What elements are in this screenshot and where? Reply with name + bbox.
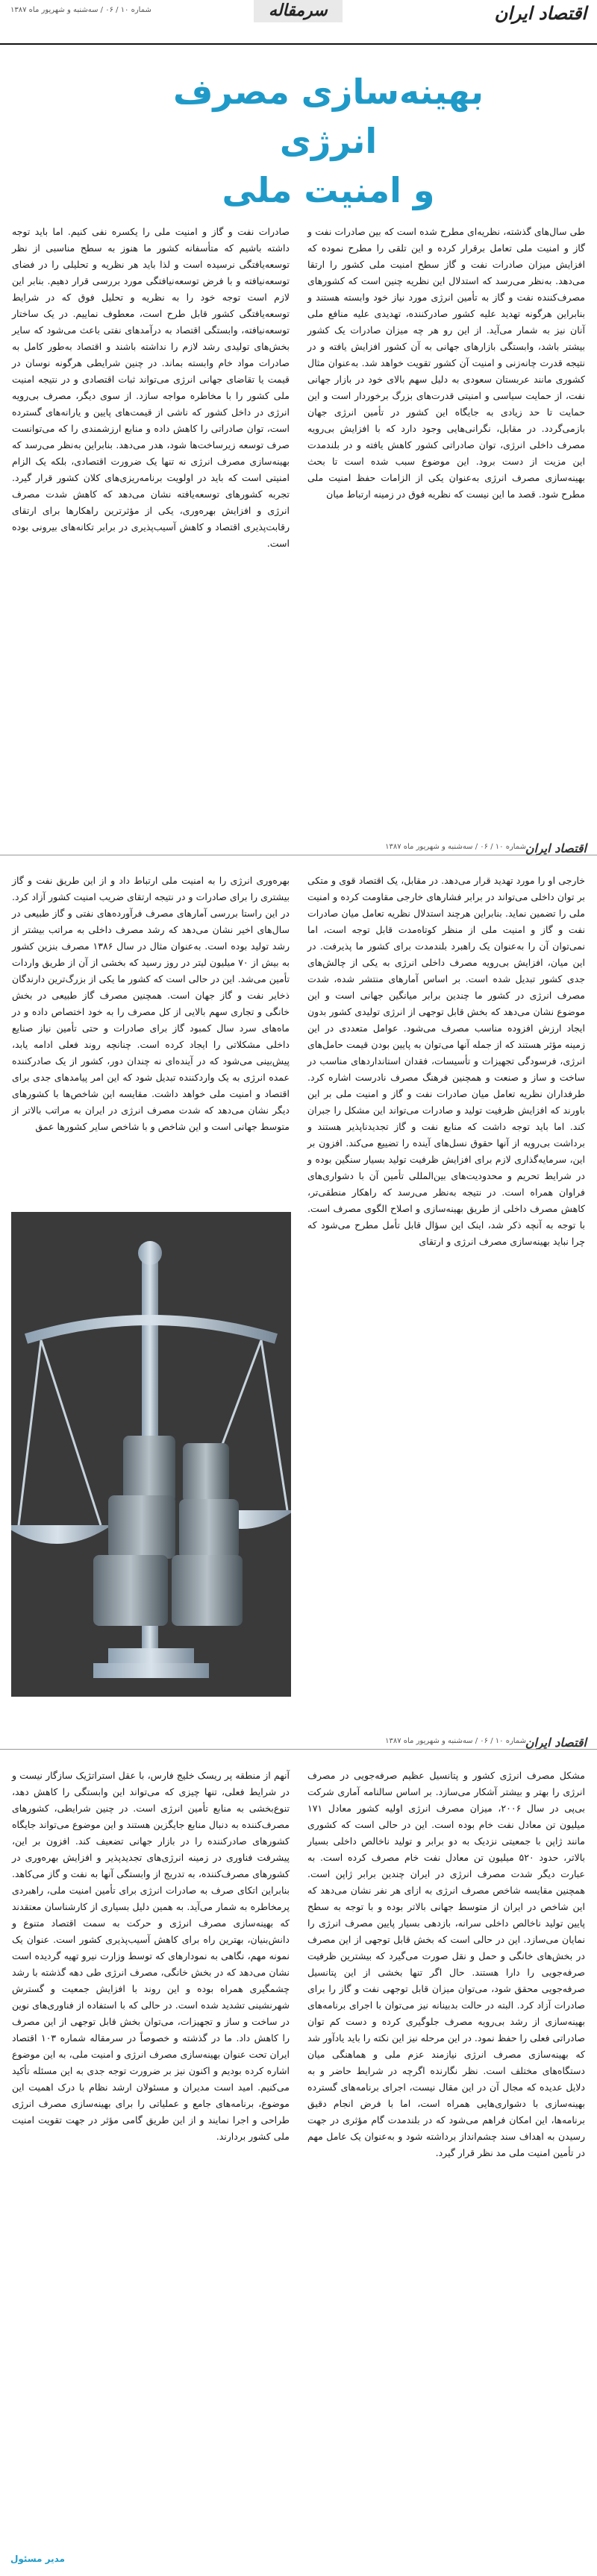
column-3: خارجی او را مورد تهدید قرار می‌دهد. در مقابل، یک اقتصاد قوی و متکی بر توان داخلی می‌تواند در برابر فشارهای خارجی مقاومت کرده و امنیت ملی را تضمین نماید. بنابراین هرچند استدلال نظریه تعامل میان صادرات نفت و گاز و امنیت ملی از منظر کوتاه‌مدت قابل توجه است، اما نمی‌توان آن را به‌عنوان یک راهبرد بلندمدت برای کشور ما پذیرفت. در این میان، افزایش بی‌رویه مصرف داخلی انرژی به یکی از چالش‌های جدی کشور تبدیل شده است. بر اساس آمارهای منتشر شده، شدت مصرف انرژی در کشور ما چندین برابر میانگین جهانی است و این موضوع نشان می‌دهد که بخش قابل توجهی از انرژی تولیدی کشور بدون ایجاد ارزش افزوده مناسب مصرف می‌شود. عوامل متعددی در این زمینه مؤثر هستند که از جمله آنها می‌توان به پایین بودن قیمت حامل‌های انرژی، فرسودگی تجهیزات و تأسیسات، فقدان استانداردهای مناسب در ساخت و ساز و صنعت و همچنین فرهنگ مصرف نادرست اشاره کرد. طرفداران نظریه تعامل میان صادرات نفت و گاز و امنیت ملی بر این باورند که افزایش ظرفیت تولید و صادرات می‌تواند این مشکل را جبران کند. اما باید توجه داشت که منابع نفت و گاز تجدیدناپذیر هستند و برداشت بی‌رویه از آنها حقوق نسل‌های آینده را تضییع می‌کند. افزون بر این، سرمایه‌گذاری لازم برای افزایش ظرفیت تولید بسیار سنگین بوده و در شرایط تحریم و محدودیت‌های بین‌المللی تأمین آن با دشواری‌های فراوان همراه است. در نتیجه به‌نظر می‌رسد که راهکار منطقی‌تر، کاهش مصرف داخلی از طریق بهینه‌سازی و اصلاح الگوی مصرف است. با توجه به آنچه ذکر شد، اینک این سؤال قابل تأمل مطرح می‌شود که چرا نباید بهینه‌سازی مصرف انرژی و ارتقای <box>307 875 585 1247</box>
page-footer-2 <box>0 1732 597 1750</box>
page-header <box>0 0 597 45</box>
title-line-1: بهینه‌سازی مصرف انرژی <box>172 72 484 161</box>
footer-issue-line: شماره ۱۰ / ۰۶ / سه‌شنبه و شهریور ماه ۱۳۸۷ <box>385 1737 526 1745</box>
footer-masthead: اقتصاد ایران <box>525 1735 587 1750</box>
issue-line: شماره ۱۰ / ۰۶ / سه‌شنبه و شهریور ماه ۱۳۸۷ <box>10 6 151 14</box>
author-signature: مدیر مسئول <box>10 2554 65 2564</box>
column-4: بهره‌وری انرژی را به امنیت ملی ارتباط داد و از این طریق نفت و گاز بیشتری را برای صادرات و در نتیجه ارتقای ضریب امنیت کشور آزاد کرد. در این راستا بررسی آمارهای مصرف فرآورده‌های نفتی و گاز طبیعی در سال‌های اخیر نشان می‌دهد که رشد مصرف داخلی به مراتب بیشتر از رشد تولید بوده است. به‌عنوان مثال در سال ۱۳۸۶ مصرف بنزین کشور به بیش از ۷۰ میلیون لیتر در روز رسید که بخشی از آن از طریق واردات تأمین می‌شد. این در حالی است که کشور ما یکی از بزرگ‌ترین دارندگان ذخایر نفت و گاز جهان است. همچنین مصرف گاز طبیعی در بخش خانگی و تجاری سهم بالایی از کل مصرف را به خود اختصاص داده و در ماه‌های سرد سال کمبود گاز برای صادرات و حتی تأمین نیاز صنایع داخلی مشکلاتی را ایجاد کرده است. چنانچه روند فعلی ادامه یابد، پیش‌بینی می‌شود که در آینده‌ای نه چندان دور، کشور از یک صادرکننده عمده انرژی به یک واردکننده تبدیل شود که این امر پیامدهای جدی برای اقتصاد و امنیت ملی خواهد داشت. مقایسه این شاخص‌ها با کشورهای دیگر نشان می‌دهد که شدت مصرف انرژی در ایران به مراتب بالاتر از متوسط جهانی است و این شاخص و با شاخص سایر کشورها عمق <box>12 875 290 1132</box>
balance-scale-image <box>11 1212 291 1697</box>
column-1: طی سال‌های گذشته، نظریه‌ای مطرح شده است که بین صادرات نفت و گاز و امنیت ملی تعامل برقرار کرده و این تلقی را مطرح نموده که افزایش میزان صادرات نفت و گاز سطح امنیت ملی کشور را ارتقا می‌دهد. به‌نظر می‌رسد که استدلال این نظریه چنین است که کشورهای مصرف‌کننده نفت و گاز به تأمین انرژی مورد نیاز خود وابسته هستند و بنابراین هرگونه تهدید علیه کشور صادرکننده، تهدیدی علیه منافع ملی آنان نیز به شمار می‌آید. از این رو هر چه میزان صادرات یک کشور بیشتر باشد، وابستگی بازارهای جهانی به آن کشور افزایش یافته و در نتیجه قدرت چانه‌زنی و امنیت آن کشور تقویت خواهد شد. به‌عنوان مثال کشوری مانند عربستان سعودی به دلیل سهم بالای خود در بازار جهانی نفت، از حمایت سیاسی و امنیتی قدرت‌های بزرگ برخوردار است و این حمایت تا حد زیادی به جایگاه این کشور در تأمین انرژی جهان بازمی‌گردد. در مقابل، نگرانی‌هایی وجود دارد که با افزایش بی‌رویه مصرف داخلی انرژی، توان صادراتی کشور کاهش یافته و در بلندمدت این مزیت از دست برود. این موضوع سبب شده است تا بحث بهینه‌سازی مصرف انرژی به‌عنوان یکی از الزامات حفظ امنیت ملی مطرح شود. قصد ما این نیست که نظریه فوق در زمینه ارتباط میان <box>307 226 585 500</box>
footer-issue-line: شماره ۱۰ / ۰۶ / سه‌شنبه و شهریور ماه ۱۳۸۷ <box>385 843 526 851</box>
title-line-2: و امنیت ملی <box>222 170 435 210</box>
footer-rule <box>0 1749 597 1750</box>
column-6: آنهم از منطقه پر ریسک خلیج فارس، با عقل استراتژیک سازگار نیست و در شرایط فعلی، تنها چیزی که می‌تواند این وابستگی را کاهش دهد، تنوع‌بخشی به منابع تأمین انرژی است. در چنین شرایطی، کشورهای مصرف‌کننده به دنبال منابع جایگزین هستند و این موضوع می‌تواند جایگاه کشورهای صادرکننده را در بازار جهانی تضعیف کند. افزون بر این، پیشرفت فناوری در زمینه انرژی‌های تجدیدپذیر و افزایش بهره‌وری در کشورهای مصرف‌کننده، به تدریج از وابستگی آنها به نفت و گاز می‌کاهد. بنابراین اتکای صرف به صادرات انرژی برای تأمین امنیت ملی، راهبردی پرمخاطره به شمار می‌آید. به همین دلیل بسیاری از کارشناسان معتقدند که بهینه‌سازی مصرف انرژی و حرکت به سمت اقتصاد متنوع و دانش‌بنیان، بهترین راه برای کاهش آسیب‌پذیری کشور است. عنوان یک نمونه مهم، نگاهی به نمودارهای که توسط وزارت نیرو تهیه گردیده است نشان می‌دهد که در بخش خانگی، مصرف انرژی طی دهه گذشته با رشد چشمگیری همراه بوده و این روند با افزایش جمعیت و گسترش شهرنشینی تشدید شده است. در حالی که با استفاده از فناوری‌های نوین در ساخت و ساز و تجهیزات، می‌توان بخش قابل توجهی از این مصرف را کاهش داد. ما در گذشته و خصوصاً در سرمقاله شماره ۱۰۳ اقتصاد ایران تحت عنوان بهینه‌سازی مصرف انرژی و امنیت ملی، به این موضوع اشاره کرده بودیم و اکنون نیز بر ضرورت توجه جدی به این مسئله تأکید می‌کنیم. امید است مدیران و مسئولان ارشد نظام با درک اهمیت این موضوع، برنامه‌های جامع و عملیاتی را برای بهینه‌سازی مصرف انرژی طراحی و اجرا نمایند و از این طریق گامی مؤثر در جهت تقویت امنیت ملی کشور بردارند. <box>12 1770 290 2142</box>
column-2: صادرات نفت و گاز و امنیت ملی را یکسره نفی کنیم. اما باید توجه داشته باشیم که متأسفانه کشور ما هنوز به سطح مناسبی از نظر توسعه‌یافتگی نرسیده است و لذا باید هر نظریه و تحلیلی را در فضای توسعه‌نیافته و با فرض توسعه‌نیافتگی مورد بررسی قرار دهیم. بنابر این لازم است توجه خود را به نظریه و تحلیل فوق که در شرایط توسعه‌یافتگی کشور قابل طرح است، معطوف نماییم. در یک ساختار توسعه‌نیافته، وابستگی اقتصاد به درآمدهای نفتی باعث می‌شود که سایر بخش‌های تولیدی رشد لازم را نداشته باشند و اقتصاد به‌طور کامل به صادرات مواد خام وابسته بماند. در چنین شرایطی هرگونه نوسان در قیمت یا تقاضای جهانی انرژی می‌تواند ثبات اقتصادی و در نتیجه امنیت ملی کشور را با مخاطره مواجه سازد. از سوی دیگر، مصرف بی‌رویه انرژی در داخل کشور که ناشی از قیمت‌های پایین و یارانه‌های گسترده است، توان صادراتی را کاهش داده و منابع ارزشمندی را که می‌توانست صرف توسعه زیرساخت‌ها شود، هدر می‌دهد. بنابراین به‌نظر می‌رسد که بهینه‌سازی مصرف انرژی نه تنها یک ضرورت اقتصادی، بلکه یک الزام امنیتی است که باید در اولویت برنامه‌ریزی‌های کلان کشور قرار گیرد. تجربه کشورهای توسعه‌یافته نشان می‌دهد که کاهش شدت مصرف انرژی و افزایش بهره‌وری، یکی از مؤثرترین راهکارها برای ارتقای رقابت‌پذیری اقتصاد و کاهش آسیب‌پذیری در برابر تکانه‌های بیرونی بوده است. <box>12 226 290 549</box>
masthead-logo: اقتصاد ایران <box>494 3 587 24</box>
section-label: سرمقاله <box>254 0 343 22</box>
balance-scale-icon <box>11 1212 291 1697</box>
page-footer-1 <box>0 838 597 856</box>
article-title <box>172 67 485 215</box>
column-5: مشکل مصرف انرژی کشور و پتانسیل عظیم صرفه‌جویی در مصرف انرژی را بهتر و بیشتر آشکار می‌سازد. بر اساس سالنامه آماری شرکت بی‌پی در سال ۲۰۰۶، میزان مصرف انرژی اولیه کشور معادل ۱۷۱ میلیون تن معادل نفت خام بوده است. این در حالی است که کشوری مانند ژاپن با جمعیتی نزدیک به دو برابر و تولید ناخالص داخلی بسیار بالاتر، حدود ۵۲۰ میلیون تن معادل نفت خام مصرف کرده است. به عبارت دیگر شدت مصرف انرژی در ایران چندین برابر ژاپن است. همچنین مقایسه شاخص مصرف انرژی به ازای هر نفر نشان می‌دهد که این شاخص در ایران از متوسط جهانی بالاتر بوده و با توجه به سطح پایین تولید ناخالص داخلی سرانه، بازدهی بسیار پایین مصرف انرژی را نمایان می‌سازد. این در حالی است که بخش قابل توجهی از این مصرف در بخش‌های خانگی و حمل و نقل صورت می‌گیرد که بیشترین ظرفیت صرفه‌جویی را دارا هستند. حال اگر تنها بخشی از این پتانسیل صرفه‌جویی محقق شود، می‌توان میزان قابل توجهی نفت و گاز را برای صادرات آزاد کرد. البته در حالت بدبینانه نیز می‌توان با اجرای برنامه‌های بهینه‌سازی از رشد بی‌رویه مصرف جلوگیری کرده و دست کم توان صادراتی فعلی را حفظ نمود. در این مرحله نیز این نکته را باید یادآور شد که بهینه‌سازی مصرف انرژی نیازمند عزم ملی و هماهنگی میان دستگاه‌های مختلف است. نظر نگارنده اگرچه در شرایط حاضر و به دلایل عدیده که مجال آن در این مقال نیست، اجرای برنامه‌های گسترده بهینه‌سازی با دشواری‌هایی همراه است، اما با فرض انجام دقیق برنامه‌ها، این امکان فراهم می‌شود که در بلندمدت گام مؤثری در جهت رسیدن به اهداف سند چشم‌انداز برداشته شود و به‌عنوان یک عامل مهم در تأمین امنیت ملی مد نظر قرار گیرد. <box>307 1770 586 2158</box>
footer-masthead: اقتصاد ایران <box>525 841 587 855</box>
